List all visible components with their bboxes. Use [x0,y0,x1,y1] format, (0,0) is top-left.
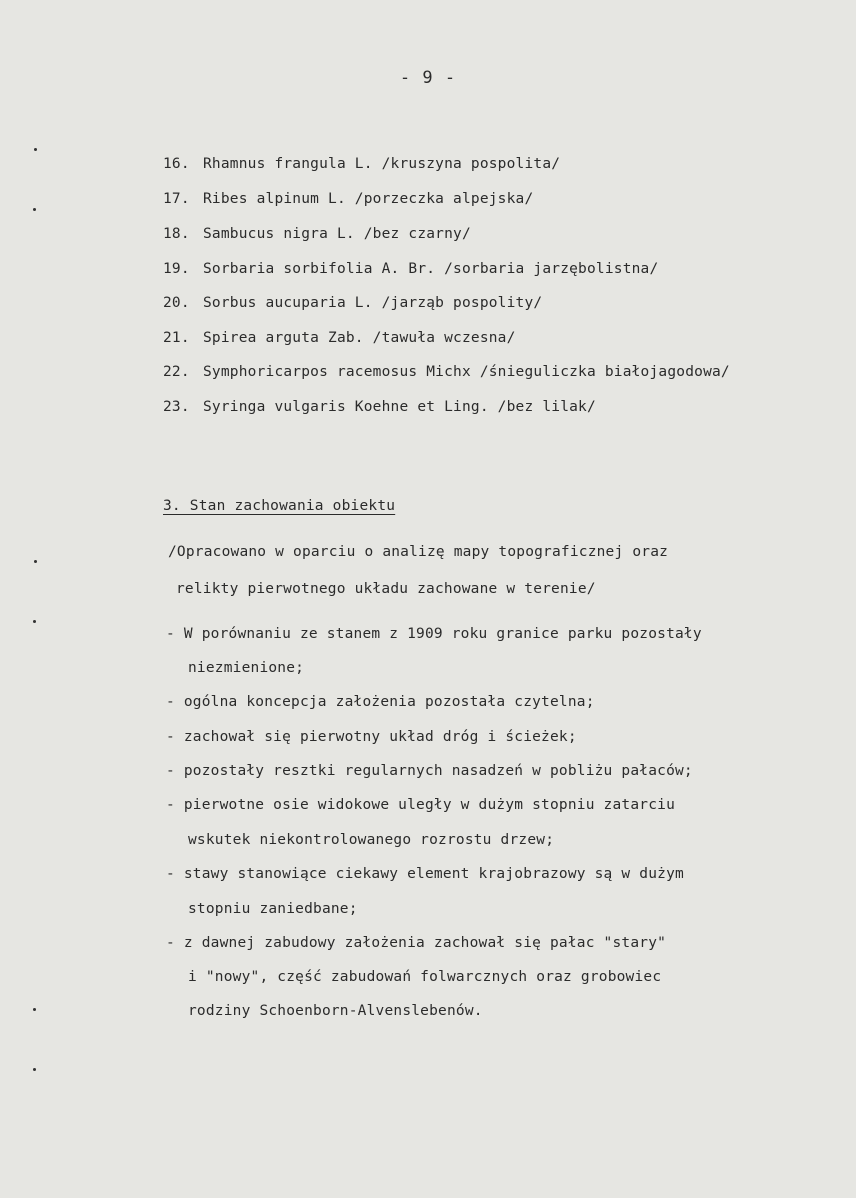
species-number: 21. [163,330,190,346]
bullet-line: - W porównaniu ze stanem z 1909 roku granice parku pozostały [166,626,702,642]
bullet-line: stopniu zaniedbane; [188,901,358,917]
scan-speck [33,620,36,623]
bullet-line: - stawy stanowiące ciekawy element krajobrazowy są w dużym [166,866,684,882]
intro-line: /Opracowano w oparciu o analizę mapy topograficznej oraz [168,544,669,560]
bullet-line: niezmienione; [188,660,305,676]
bullet-line: - z dawnej zabudowy założenia zachował się pałac "stary" [166,935,667,951]
section-heading: 3. Stan zachowania obiektu [163,498,396,514]
scan-speck [33,1008,36,1011]
bullet-line: - zachował się pierwotny układ dróg i ścieżek; [166,729,577,745]
species-item [163,261,658,277]
species-item [163,226,471,242]
scan-speck [33,1068,36,1071]
bullet-line: - pozostały resztki regularnych nasadzeń w pobliżu pałaców; [166,763,693,779]
species-number: 19. [163,261,190,277]
bullet-line: i "nowy", część zabudowań folwarcznych oraz grobowiec [188,969,662,985]
species-text: Rhamnus frangula L. /kruszyna pospolita/ [203,156,561,172]
bullet-line: - ogólna koncepcja założenia pozostała czytelna; [166,694,595,710]
page-number: - 9 - [399,68,457,88]
species-item [163,191,533,207]
species-item [163,330,516,346]
scan-speck [34,560,37,563]
bullet-line: - pierwotne osie widokowe uległy w dużym stopniu zatarciu [166,797,675,813]
species-number: 23. [163,399,190,415]
species-item [163,364,730,380]
species-text: Sorbaria sorbifolia A. Br. /sorbaria jarzębolistna/ [203,261,659,277]
species-text: Spirea arguta Zab. /tawuła wczesna/ [203,330,516,346]
species-number: 18. [163,226,190,242]
species-number: 17. [163,191,190,207]
bullet-line: rodziny Schoenborn-Alvenslebenów. [188,1003,483,1019]
species-text: Symphoricarpos racemosus Michx /śnieguliczka białojagodowa/ [203,364,730,380]
species-item [163,399,596,415]
scan-speck [34,148,37,151]
species-number: 16. [163,156,190,172]
scan-speck [33,208,36,211]
species-number: 22. [163,364,190,380]
species-text: Sambucus nigra L. /bez czarny/ [203,226,471,242]
bullet-line: wskutek niekontrolowanego rozrostu drzew; [188,832,555,848]
species-item [163,295,542,311]
species-number: 20. [163,295,190,311]
species-item [163,156,560,172]
intro-line: relikty pierwotnego układu zachowane w terenie/ [176,581,596,597]
species-text: Sorbus aucuparia L. /jarząb pospolity/ [203,295,543,311]
species-text: Syringa vulgaris Koehne et Ling. /bez lilak/ [203,399,596,415]
species-text: Ribes alpinum L. /porzeczka alpejska/ [203,191,534,207]
